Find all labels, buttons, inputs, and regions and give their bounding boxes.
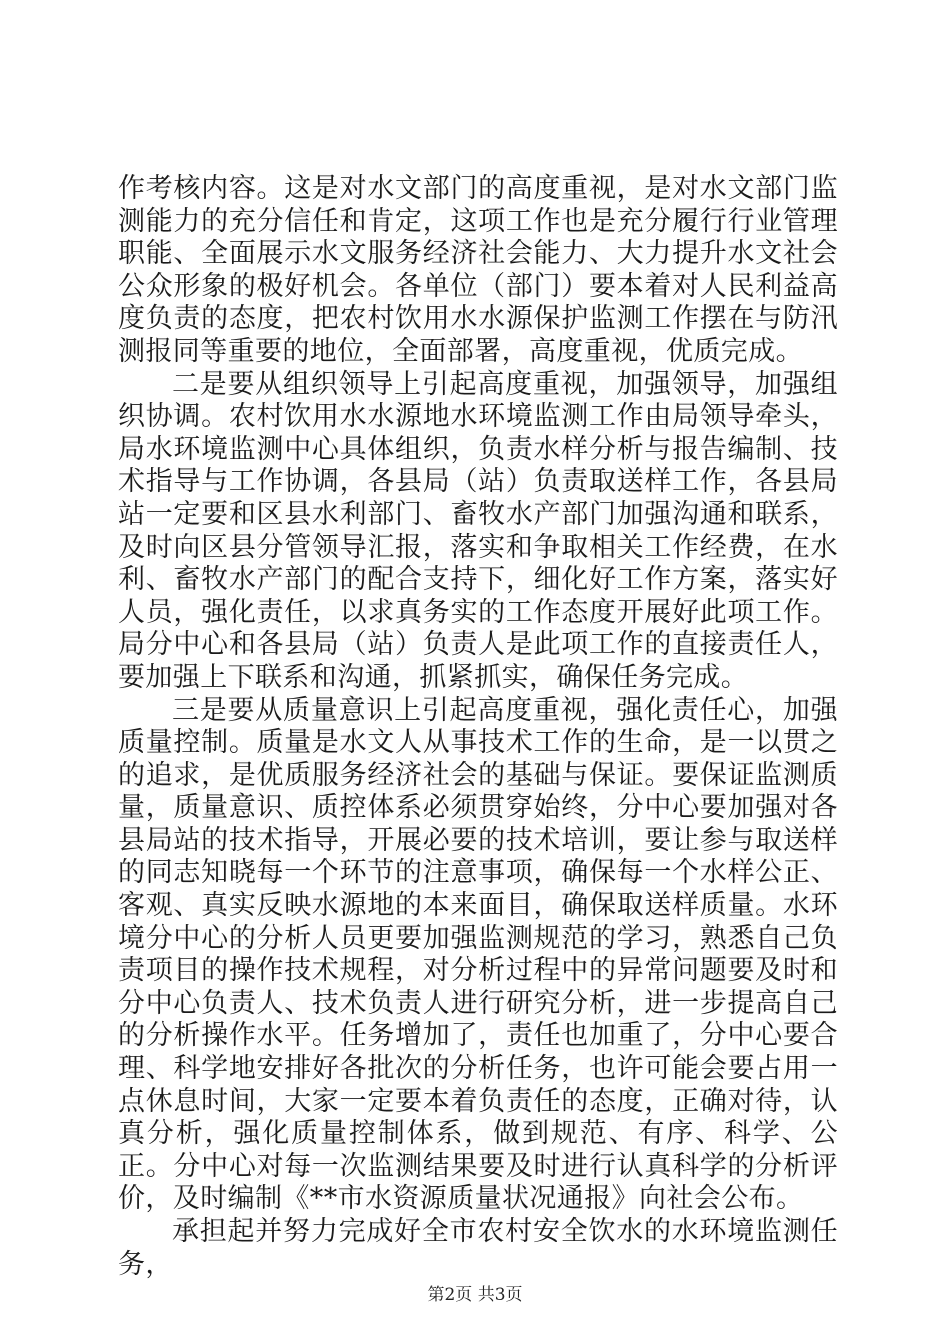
page-number-footer: 第2页 共3页	[427, 1285, 523, 1305]
paragraph-organization: 二是要从组织领导上引起高度重视，加强领导，加强组织协调。农村饮用水水源地水环境监测工作由局领导牵头，局水环境监测中心具体组织，负责水样分析与报告编制、技术指导与工作协调，各县局（站）负责取送样工作，各县局站一定要和区县水利部门、畜牧水产部门加强沟通和联系，及时向区县分管领导汇报，落实和争取相关工作经费，在水利、畜牧水产部门的配合支持下，细化好工作方案，落实好人员，强化责任，以求真务实的工作态度开展好此项工作。局分中心和各县局（站）负责人是此项工作的直接责任人，要加强上下联系和沟通，抓紧抓实，确保任务完成。	[118, 368, 838, 693]
paragraph-continuation: 作考核内容。这是对水文部门的高度重视，是对水文部门监测能力的充分信任和肯定，这项工作也是充分履行行业管理职能、全面展示水文服务经济社会能力、大力提升水文社会公众形象的极好机会。各单位（部门）要本着对人民利益高度负责的态度，把农村饮用水水源保护监测工作摆在与防汛测报同等重要的地位，全面部署，高度重视，优质完成。	[118, 173, 838, 367]
paragraph-closing: 承担起并努力完成好全市农村安全饮水的水环境监测任务，	[118, 1216, 838, 1280]
paragraph-quality: 三是要从质量意识上引起高度重视，强化责任心，加强质量控制。质量是水文人从事技术工作的生命，是一以贯之的追求，是优质服务经济社会的基础与保证。要保证监测质量，质量意识、质控体系必须贯穿始终，分中心要加强对各县局站的技术指导，开展必要的技术培训，要让参与取送样的同志知晓每一个环节的注意事项，确保每一个水样公正、客观、真实反映水源地的本来面目，确保取送样质量。水环境分中心的分析人员更要加强监测规范的学习，熟悉自己负责项目的操作技术规程，对分析过程中的异常问题要及时和分中心负责人、技术负责人进行研究分析，进一步提高自己的分析操作水平。任务增加了，责任也加重了，分中心要合理、科学地安排好各批次的分析任务，也许可能会要占用一点休息时间，大家一定要本着负责任的态度，正确对待，认真分析，强化质量控制体系，做到规范、有序、科学、公正。分中心对每一次监测结果要及时进行认真科学的分析评价，及时编制《**市水资源质量状况通报》向社会公布。	[118, 694, 838, 1215]
document-body	[118, 173, 838, 1281]
